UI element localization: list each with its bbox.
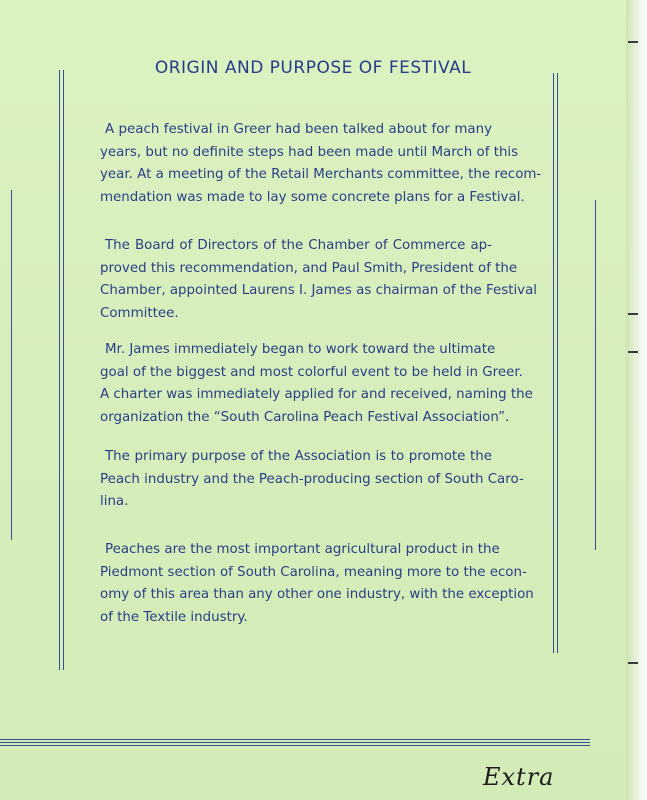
text-line: omy of this area than any other one industry, with the exception: [100, 587, 534, 602]
text-line: Mr. James immediately began to work toward the ultimate: [105, 342, 496, 357]
paragraph-2: [100, 235, 538, 325]
text-line: proved this recommendation, and Paul Smith, President of the: [100, 260, 518, 276]
paper-edge: [626, 0, 647, 800]
text-line: The Board of Directors of the Chamber of Commerce ap-: [105, 238, 492, 253]
page-title: ORIGIN AND PURPOSE OF FESTIVAL: [154, 58, 472, 78]
text-line: year. At a meeting of the Retail Merchants committee, the recom-: [100, 167, 542, 182]
text-line: of the Textile industry.: [100, 609, 248, 625]
text-line: Piedmont section of South Carolina, meaning more to the econ-: [100, 564, 527, 580]
paragraph-5: [100, 539, 534, 629]
left-border-rule: [11, 190, 12, 540]
bottom-border-rule: [0, 739, 590, 740]
staple-mark: [628, 313, 638, 315]
bottom-border-rule: [0, 742, 590, 743]
text-line: Chamber, appointed Laurens I. James as chairman of the Festival: [100, 283, 538, 298]
staple-mark: [628, 662, 638, 664]
handwritten-note: Extra: [483, 763, 555, 791]
bottom-border-rule: [0, 745, 590, 746]
text-line: The primary purpose of the Association is to promote the: [105, 449, 492, 464]
text-line: Committee.: [100, 305, 179, 321]
paragraph-1: [100, 119, 542, 209]
left-border-rule: [63, 70, 64, 670]
text-line: mendation was made to lay some concrete plans for a Festival.: [100, 189, 525, 205]
text-line: years, but no definite steps had been made until March of this: [100, 144, 519, 160]
text-line: Peach industry and the Peach-producing section of South Caro-: [100, 471, 524, 487]
text-line: lina.: [100, 494, 129, 509]
right-border-rule: [595, 200, 596, 550]
right-border-rule: [557, 73, 558, 653]
text-line: Peaches are the most important agricultural product in the: [105, 542, 500, 557]
paragraph-3: [100, 339, 533, 429]
right-border-rule: [553, 73, 554, 653]
staple-mark: [628, 41, 638, 43]
left-border-rule: [59, 70, 60, 670]
text-line: A peach festival in Greer had been talked about for many: [105, 122, 492, 137]
text-line: organization the “South Carolina Peach Festival Association”.: [100, 409, 510, 425]
staple-mark: [628, 351, 638, 353]
paragraph-4: [100, 446, 524, 514]
text-line: goal of the biggest and most colorful event to be held in Greer.: [100, 364, 523, 380]
text-line: A charter was immediately applied for and received, naming the: [100, 387, 533, 402]
